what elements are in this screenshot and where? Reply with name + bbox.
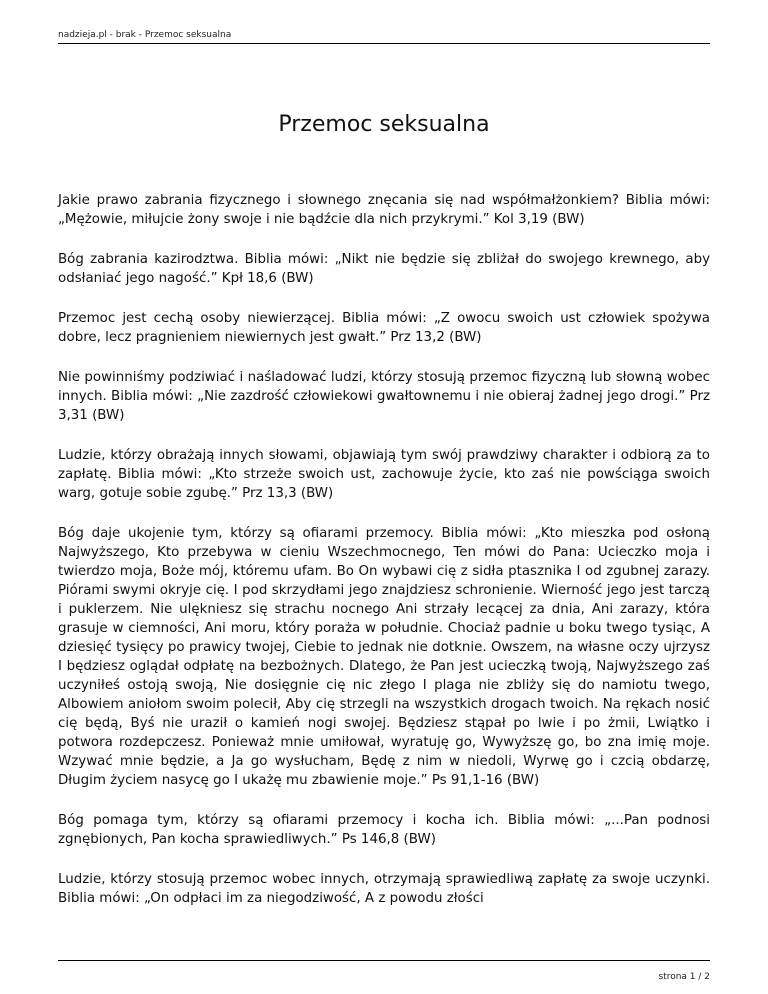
page-footer	[58, 960, 710, 983]
page-title: Przemoc seksualna	[278, 112, 490, 137]
paragraph-5: Ludzie, którzy obrażają innych słowami, objawiają tym swój prawdziwy charakter i odbiorą za to zapłatę. Biblia mówi: „Kto strzeże swoich ust, zachowuje życie, kto zaś nie powściąga swoich warg, gotuje sobie zgubę.” Prz 13,3 (BW)	[58, 448, 710, 501]
paragraph-3: Przemoc jest cechą osoby niewierzącej. Biblia mówi: „Z owocu swoich ust człowiek spożywa dobre, lecz pragnieniem niewiernych jest gwałt.” Prz 13,2 (BW)	[58, 311, 710, 345]
paragraph-8: Ludzie, którzy stosują przemoc wobec innych, otrzymają sprawiedliwą zapłatę za swoje uczynki. Biblia mówi: „On odpłaci im za niegodziwość, A z powodu złości	[58, 872, 710, 906]
paragraph-2: Bóg zabrania kazirodztwa. Biblia mówi: „Nikt nie będzie się zbliżał do swojego krewnego, aby odsłaniać jego nagość.” Kpł 18,6 (BW)	[58, 252, 710, 286]
page-header	[58, 30, 710, 44]
header-text: nadzieja.pl - brak - Przemoc seksualna	[58, 30, 232, 40]
paragraph-7: Bóg pomaga tym, którzy są ofiarami przemocy i kocha ich. Biblia mówi: „...Pan podnosi zgnębionych, Pan kocha sprawiedliwych.” Ps 146,8 (BW)	[58, 813, 710, 847]
page-number: strona 1 / 2	[658, 972, 710, 982]
paragraph-6: Bóg daje ukojenie tym, którzy są ofiarami przemocy. Biblia mówi: „Kto mieszka pod osłoną Najwyższego, Kto przebywa w cieniu Wszechmocnego, Ten mówi do Pana: Ucieczko moja i twierdzo moja, Boże mój, któremu ufam. Bo On wybawi cię z sidła ptasznika I od zgubnej zarazy. Piórami swymi okryje cię. I pod skrzydłami jego znajdziesz schronienie. Wierność jego jest tarczą i puklerzem. Nie ulękniesz się strachu nocnego Ani strzały lecącej za dnia, Ani zarazy, która grasuje w ciemności, Ani moru, który poraża w południe. Chociaż padnie u boku twego tysiąc, A dziesięć tysięcy po prawicy twojej, Ciebie to jednak nie dotknie. Owszem, na własne oczy ujrzysz I będziesz oglądał odpłatę na bezbożnych. Dlatego, że Pan jest ucieczką twoją, Najwyższego zaś uczyniłeś ostoją swoją, Nie dosięgnie cię nic złego I plaga nie zbliży się do namiotu twego, Albowiem aniołom swoim polecił, Aby cię strzegli na wszystkich drogach twoich. Na rękach nosić cię będą, Byś nie uraził o kamień nogi swojej. Będziesz stąpał po lwie i po żmii, Lwiątko i potwora rozdepczesz. Ponieważ mnie umiłował, wyratuję go, Wywyższę go, bo zna imię moje. Wzywać mnie będzie, a Ja go wysłucham, Będę z nim w niedoli, Wyrwę go i czcią obdarzę, Długim życiem nasycę go I ukażę mu zbawienie moje.” Ps 91,1-16 (BW)	[58, 526, 710, 788]
paragraph-1: Jakie prawo zabrania fizycznego i słownego znęcania się nad współmałżonkiem? Biblia mówi: „Mężowie, miłujcie żony swoje i nie bądźcie dla nich przykrymi.” Kol 3,19 (BW)	[58, 193, 710, 227]
document-body	[58, 191, 710, 906]
paragraph-4: Nie powinniśmy podziwiać i naśladować ludzi, którzy stosują przemoc fizyczną lub słowną wobec innych. Biblia mówi: „Nie zazdrość człowiekowi gwałtownemu i nie obieraj żadnej jego drogi.” Prz 3,31 (BW)	[58, 370, 710, 423]
